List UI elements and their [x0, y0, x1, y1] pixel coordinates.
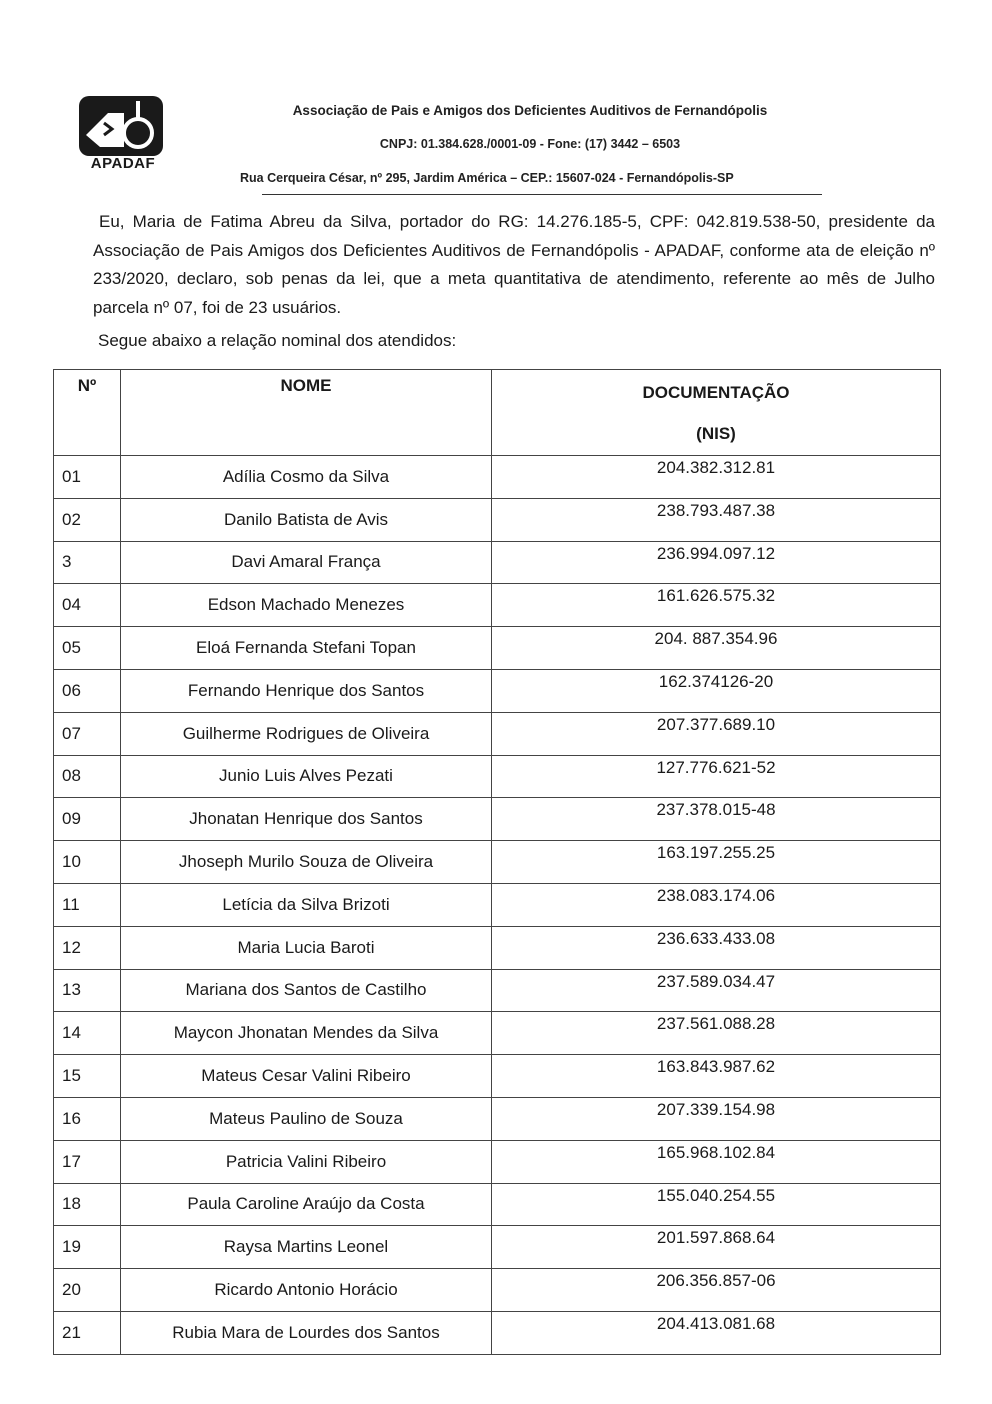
row-number: 18 [54, 1183, 121, 1226]
header-divider [262, 194, 822, 195]
row-nis: 237.589.034.47 [492, 969, 941, 1012]
row-name: Guilherme Rodrigues de Oliveira [121, 712, 492, 755]
row-number: 07 [54, 712, 121, 755]
row-nis: 238.793.487.38 [492, 498, 941, 541]
table-body [54, 456, 941, 1355]
row-name: Jhonatan Henrique dos Santos [121, 798, 492, 841]
row-nis: 236.633.433.08 [492, 926, 941, 969]
row-number: 08 [54, 755, 121, 798]
row-nis: 237.378.015-48 [492, 798, 941, 841]
table-row [54, 669, 941, 712]
row-nis: 127.776.621-52 [492, 755, 941, 798]
table-row [54, 1055, 941, 1098]
row-number: 15 [54, 1055, 121, 1098]
table-row [54, 1183, 941, 1226]
row-nis: 204. 887.354.96 [492, 627, 941, 670]
table-row [54, 798, 941, 841]
row-name: Letícia da Silva Brizoti [121, 883, 492, 926]
beneficiaries-table [53, 369, 941, 1355]
row-number: 09 [54, 798, 121, 841]
row-nis: 238.083.174.06 [492, 883, 941, 926]
table-row [54, 498, 941, 541]
table-row [54, 456, 941, 499]
table-row [54, 841, 941, 884]
row-name: Mateus Paulino de Souza [121, 1097, 492, 1140]
table-row [54, 541, 941, 584]
header-number: Nº [54, 370, 121, 456]
row-name: Ricardo Antonio Horácio [121, 1269, 492, 1312]
row-number: 14 [54, 1012, 121, 1055]
row-number: 02 [54, 498, 121, 541]
row-nis: 162.374126-20 [492, 669, 941, 712]
address-line: Rua Cerqueira César, nº 295, Jardim América – CEP.: 15607-024 - Fernandópolis-SP [240, 171, 734, 185]
row-number: 04 [54, 584, 121, 627]
table-row [54, 712, 941, 755]
header-name: NOME [121, 370, 492, 456]
table-row [54, 1311, 941, 1354]
row-name: Davi Amaral França [121, 541, 492, 584]
declaration-paragraph: Eu, Maria de Fatima Abreu da Silva, portador do RG: 14.276.185-5, CPF: 042.819.538-50, presidente da Associação de Pais Amigos dos Deficientes Auditivos de Fernandópolis - APADAF, conforme ata de eleição nº 233/2020, declaro, sob penas da lei, que a meta quantitativa de atendimento, referente ao mês de Julho parcela nº 07, foi de 23 usuários. [93, 212, 935, 317]
header-documentation [492, 370, 941, 456]
row-nis: 161.626.575.32 [492, 584, 941, 627]
row-nis: 163.843.987.62 [492, 1055, 941, 1098]
row-number: 05 [54, 627, 121, 670]
table-row [54, 1140, 941, 1183]
row-name: Adília Cosmo da Silva [121, 456, 492, 499]
table-row [54, 926, 941, 969]
ear-logo-icon [78, 95, 164, 157]
row-nis: 155.040.254.55 [492, 1183, 941, 1226]
table-row [54, 1097, 941, 1140]
row-number: 10 [54, 841, 121, 884]
row-name: Paula Caroline Araújo da Costa [121, 1183, 492, 1226]
row-name: Raysa Martins Leonel [121, 1226, 492, 1269]
row-name: Maycon Jhonatan Mendes da Silva [121, 1012, 492, 1055]
row-name: Jhoseph Murilo Souza de Oliveira [121, 841, 492, 884]
row-name: Fernando Henrique dos Santos [121, 669, 492, 712]
row-nis: 236.994.097.12 [492, 541, 941, 584]
table-row [54, 969, 941, 1012]
table-row [54, 755, 941, 798]
row-name: Eloá Fernanda Stefani Topan [121, 627, 492, 670]
row-nis: 165.968.102.84 [492, 1140, 941, 1183]
row-nis: 206.356.857-06 [492, 1269, 941, 1312]
row-nis: 201.597.868.64 [492, 1226, 941, 1269]
row-nis: 207.339.154.98 [492, 1097, 941, 1140]
logo-text: APADAF [90, 155, 156, 172]
row-number: 17 [54, 1140, 121, 1183]
cnpj-phone-line: CNPJ: 01.384.628./0001-09 - Fone: (17) 3442 – 6503 [379, 137, 681, 151]
row-number: 19 [54, 1226, 121, 1269]
table-row [54, 1269, 941, 1312]
row-nis: 237.561.088.28 [492, 1012, 941, 1055]
row-number: 3 [54, 541, 121, 584]
apadaf-logo [78, 95, 168, 175]
row-number: 13 [54, 969, 121, 1012]
row-name: Mateus Cesar Valini Ribeiro [121, 1055, 492, 1098]
row-number: 12 [54, 926, 121, 969]
row-nis: 204.382.312.81 [492, 456, 941, 499]
table-header-row [54, 370, 941, 456]
table-row [54, 584, 941, 627]
table-row [54, 627, 941, 670]
row-name: Danilo Batista de Avis [121, 498, 492, 541]
row-name: Mariana dos Santos de Castilho [121, 969, 492, 1012]
header-doc-label: DOCUMENTAÇÃO [642, 383, 790, 402]
row-nis: 163.197.255.25 [492, 841, 941, 884]
intro-text: Segue abaixo a relação nominal dos atendidos: [98, 331, 457, 350]
table-row [54, 1226, 941, 1269]
organization-name: Associação de Pais e Amigos dos Deficientes Auditivos de Fernandópolis [292, 103, 768, 118]
row-number: 20 [54, 1269, 121, 1312]
row-number: 06 [54, 669, 121, 712]
row-number: 11 [54, 883, 121, 926]
row-name: Edson Machado Menezes [121, 584, 492, 627]
row-nis: 204.413.081.68 [492, 1311, 941, 1354]
row-number: 21 [54, 1311, 121, 1354]
row-nis: 207.377.689.10 [492, 712, 941, 755]
header-doc-sub: (NIS) [696, 424, 736, 443]
row-name: Maria Lucia Baroti [121, 926, 492, 969]
table-row [54, 1012, 941, 1055]
row-number: 16 [54, 1097, 121, 1140]
row-number: 01 [54, 456, 121, 499]
row-name: Junio Luis Alves Pezati [121, 755, 492, 798]
row-name: Patricia Valini Ribeiro [121, 1140, 492, 1183]
row-name: Rubia Mara de Lourdes dos Santos [121, 1311, 492, 1354]
table-row [54, 883, 941, 926]
